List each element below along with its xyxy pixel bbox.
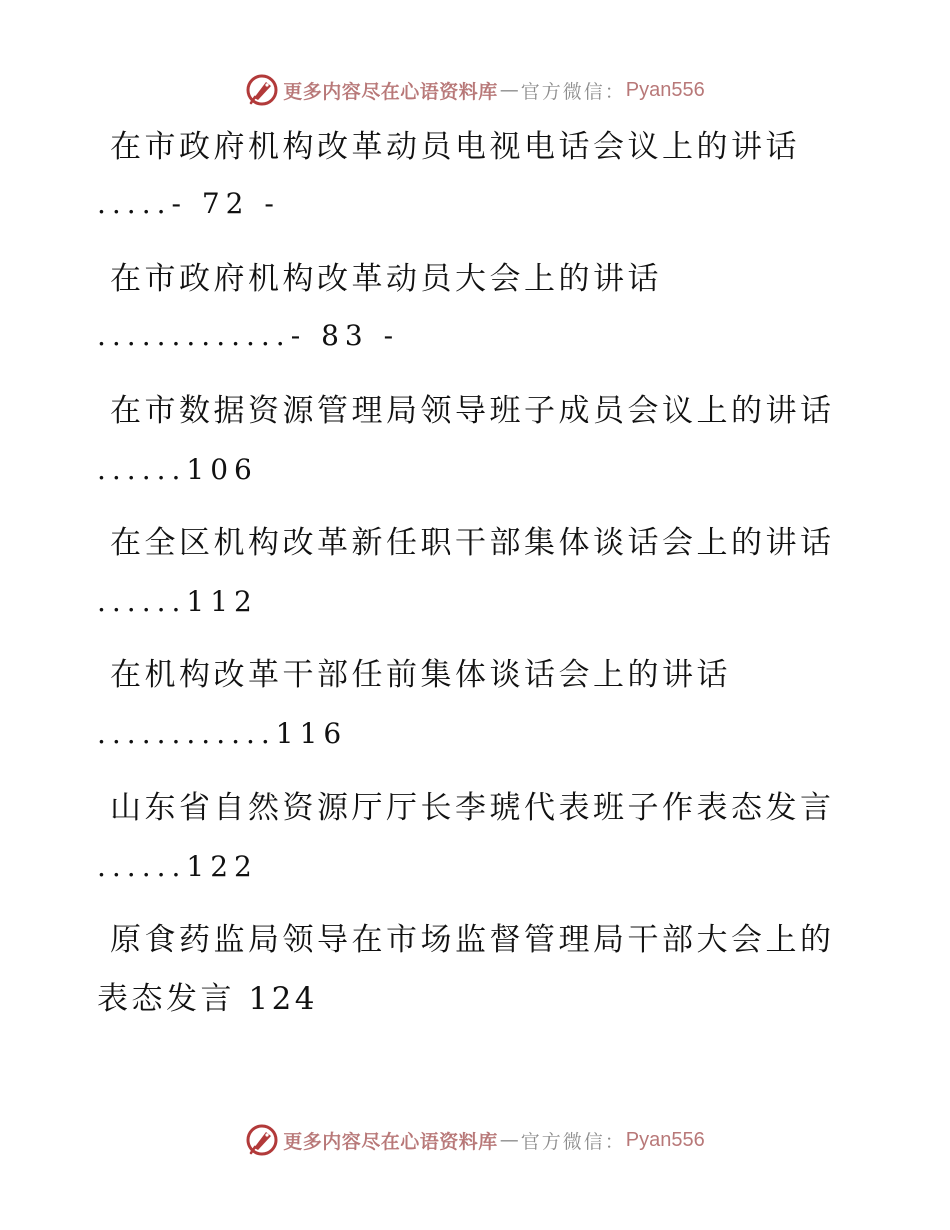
toc-entry-page: ......106	[97, 453, 258, 486]
banner-wechat-label: 官方微信：	[520, 80, 626, 103]
toc-entry-title: 山东省自然资源厅厅长李琥代表班子作表态发言	[110, 790, 835, 826]
banner-dash: —	[499, 1129, 519, 1151]
toc-entry-title: 在市政府机构改革动员电视电话会议上的讲话	[110, 129, 800, 165]
toc-entry-title: 在市政府机构改革动员大会上的讲话	[110, 261, 662, 297]
banner-wechat-id: Pyan556	[625, 78, 705, 101]
toc-entry-page: 表态发言 124	[97, 981, 319, 1017]
toc-entry-title: 在全区机构改革新任职干部集体谈话会上的讲话	[110, 525, 835, 561]
banner-dash: —	[499, 79, 519, 101]
toc-entry-page: .....- 72 -	[97, 187, 280, 220]
header-banner	[0, 70, 950, 110]
pen-nib-logo-icon	[245, 1123, 279, 1157]
pen-nib-logo-icon	[245, 73, 279, 107]
toc-entry-title: 在机构改革干部任前集体谈话会上的讲话	[110, 657, 731, 693]
banner-slogan: 更多内容尽在心语资料库	[283, 1130, 498, 1153]
toc-entry-title: 原食药监局领导在市场监督管理局干部大会上的	[110, 922, 835, 958]
toc-entry-page: ......112	[97, 585, 258, 618]
toc-entry-page: .............- 83 -	[97, 319, 400, 352]
toc-entry-page: ............116	[97, 717, 348, 750]
toc-entry-title: 在市数据资源管理局领导班子成员会议上的讲话	[110, 393, 835, 429]
banner-slogan: 更多内容尽在心语资料库	[283, 80, 498, 103]
toc-entry-page: ......122	[97, 850, 258, 883]
banner-wechat-id: Pyan556	[625, 1128, 705, 1151]
banner-wechat-label: 官方微信：	[520, 1130, 626, 1153]
footer-banner	[0, 1120, 950, 1160]
